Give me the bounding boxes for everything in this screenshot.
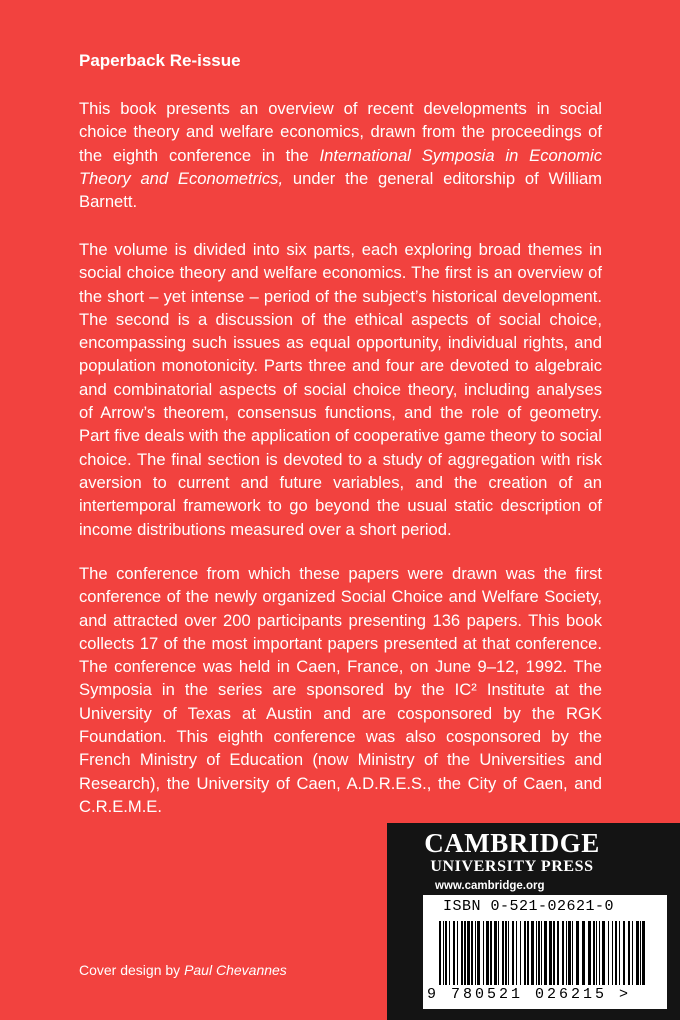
credit-prefix: Cover design by — [79, 962, 185, 978]
publisher-url[interactable]: www.cambridge.org — [435, 880, 545, 892]
barcode-bar — [549, 921, 552, 985]
barcode-bar — [439, 921, 441, 985]
barcode-bar — [527, 921, 529, 985]
barcode-bar — [443, 921, 444, 985]
conference-paragraph: The conference from which these papers were drawn was the first conference of the newly organized Social Choice and Welfare Society, and attracted over 200 participants presenting 136 papers. This book collects 17 of the most important papers presented at that conference. The conference was held in Caen, France, on June 9–12, 1992. The Symposia in the series are sponsored by the IC² Institute at the University of Texas at Austin and are cosponsored by the RGK Foundation. This eighth conference was also cosponsored by the French Ministry of Education (now Ministry of the Universities and Research), the University of Caen, A.D.R.E.S., the City of Caen, and C.R.E.M.E. — [79, 564, 602, 816]
barcode-bar — [566, 921, 567, 985]
series-title: International Symposia in Economic Theory and Econometrics, — [79, 145, 602, 188]
barcode-bar — [490, 921, 492, 985]
barcode-bar — [642, 921, 645, 985]
barcode-bar — [531, 921, 534, 985]
barcode-bar — [536, 921, 537, 985]
barcode-bar — [576, 921, 579, 985]
barcode-icon — [439, 921, 649, 985]
barcode-bar — [498, 921, 499, 985]
barcode-bar — [602, 921, 605, 985]
barcode-bar — [502, 921, 504, 985]
barcode-bar — [471, 921, 473, 985]
barcode-bar — [615, 921, 617, 985]
barcode-bar — [640, 921, 641, 985]
barcode-bar — [445, 921, 447, 985]
barcode-bar — [572, 921, 573, 985]
barcode-bar — [612, 921, 613, 985]
isbn-label: ISBN 0-521-02621-0 — [443, 898, 615, 915]
barcode-bar — [557, 921, 559, 985]
barcode-bar — [483, 921, 484, 985]
barcode-bar — [582, 921, 585, 985]
description-paragraph — [79, 97, 602, 213]
cover-design-credit — [79, 961, 287, 979]
barcode-bar — [608, 921, 609, 985]
barcode-bar — [636, 921, 639, 985]
barcode-bar — [596, 921, 597, 985]
barcode-bar — [505, 921, 507, 985]
barcode-bar — [457, 921, 458, 985]
barcode-number: 9 780521 026215 > — [427, 986, 632, 1003]
barcode-bar — [477, 921, 480, 985]
barcode-bar — [628, 921, 630, 985]
barcode-bar — [467, 921, 470, 985]
barcode-bar — [508, 921, 509, 985]
barcode-bar — [544, 921, 547, 985]
barcode-bar — [593, 921, 595, 985]
contents-paragraph: The volume is divided into six parts, each exploring broad themes in social choice theory and welfare economics. The first is an overview of the short – yet intense – period of the subject’s historical development. The second is a discussion of the ethical aspects of social choice, encompassing such issues as equal opportunity, individual rights, and population monotonicity. Parts three and four are devoted to algebraic and combinatorial aspects of social choice theory, including analyses of Arrow’s theorem, consensus functions, and the role of geometry. Part five deals with the application of cooperative game theory to social choice. The final section is devoted to a study of aggregation with risk aversion to current and future variables, and the creation of an intertemporal framework to go beyond the usual static description of income distributions measured over a short period. — [79, 240, 602, 539]
publisher-logo-name: CAMBRIDGE — [424, 828, 600, 858]
barcode-bar — [494, 921, 497, 985]
barcode-bar — [619, 921, 620, 985]
barcode-bar — [512, 921, 514, 985]
barcode-bar — [516, 921, 517, 985]
barcode-bar — [562, 921, 564, 985]
barcode-bar — [538, 921, 540, 985]
barcode-bar — [568, 921, 571, 985]
designer-name: Paul Chevannes — [184, 962, 287, 978]
publisher-logo-subtitle: UNIVERSITY PRESS — [430, 858, 594, 875]
barcode-bar — [475, 921, 476, 985]
description-text-start: This book presents an overview of recent developments in social choice theory and welfare economics, drawn from the proceedings of the eighth conference in the — [79, 99, 602, 165]
barcode-bar — [524, 921, 526, 985]
barcode-bar — [453, 921, 455, 985]
barcode-bar — [520, 921, 521, 985]
barcode-bar — [449, 921, 450, 985]
barcode-bar — [632, 921, 633, 985]
description-text-end: under the general editorship of William Barnett. — [79, 168, 603, 212]
barcode-bar — [461, 921, 463, 985]
barcode-bar — [486, 921, 489, 985]
barcode-bar — [553, 921, 555, 985]
barcode-bar — [588, 921, 591, 985]
barcode-bar — [541, 921, 542, 985]
reissue-heading: Paperback Re-issue — [79, 51, 241, 70]
barcode-bar — [464, 921, 466, 985]
barcode-bar — [599, 921, 600, 985]
barcode-bar — [623, 921, 625, 985]
publisher-block — [387, 823, 680, 1020]
barcode-panel — [423, 895, 667, 1009]
